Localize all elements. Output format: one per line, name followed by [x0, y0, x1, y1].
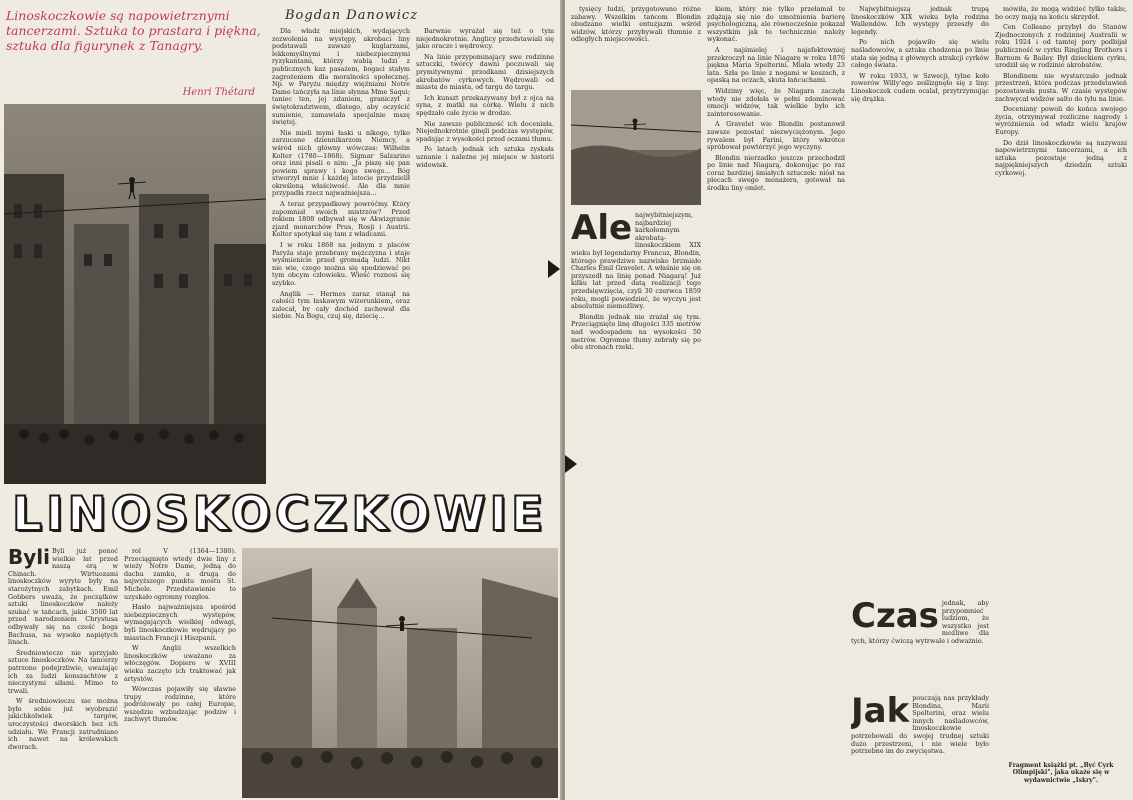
paragraph: Nie zawsze publiczność ich doceniała. Niejednokrotnie ginęli podczas występów, spadając z wysokości przed oczami tłumu.	[416, 119, 554, 143]
dropcap-jak: Jak	[851, 695, 910, 731]
paragraph: A teraz przypadkowy powróćmy. Który zapomniał swoich mistrzów? Przed rokiem 1808 odbywał się w Akwizgranie zjazd monarchów Prus, Rosji i Austrii. Kolter spotykał się tam z władcami.	[272, 200, 410, 239]
text-column-d	[995, 6, 1127, 756]
paragraph: Do dziś linoskoczkowie są nazywani napowietrznymi tancerzami, a ich sztuka pozostaje jedną z najpiękniejszych dziedzin sztuki cyrkowej.	[995, 138, 1127, 177]
paragraph: najwybitniejszym, najbardziej karkołomnym akrobatą-linoskoczkiem XIX wieku był legendarny Francuz, Blondin, którego prawdziwe nazwisko brzmiało Charles Emil Gravelet. A właśnie się on przyszedł na linię ponad Niagarą! Już kilku lat przed datą realizacji tego przedsięwzięcia, czyli 30 czerwca 1859 roku, mogli powiedzieć, że wyczyn jest absolutnie niemożliwy.	[571, 212, 701, 311]
text-column-c-czas	[851, 600, 989, 690]
paragraph: W roku 1933, w Szwecji, tylne koło rowerów Willy'ego ześlizgnęło się z liny. Linoskoczek cudem ocalał, przytrzymując się drążka.	[851, 71, 989, 103]
paragraph: Na linie przypominający swe rodzinne sztuczki, twórcy dawni poczuwali się prymitywnymi przodkami dzisiejszych akrobatów cyrkowych. Wędrowali od miasta do miasta, od targu do targu.	[416, 52, 554, 92]
text-column-bottom-a	[8, 548, 118, 796]
paragraph: kiem, który nie tylko przełamał te zdążają się nie do umożnienia barierę psychologiczną, ale równocześnie pokazał wszystkim jak to technicznie należy wykonać.	[707, 6, 845, 44]
paragraph: Barwnie wyrażał się też o tym niejednokrotnie. Anglicy przedstawiali się jako oracze i wędrowcy.	[416, 28, 554, 51]
continue-arrow-right	[565, 455, 577, 473]
epigraph-quote: Linoskoczkowie są napowietrznymi tancerzami. Sztuka to prastara i piękna, sztuka dla figurynek z Tanagry.	[6, 8, 261, 53]
paragraph: rol V (1364—1380). Przeciągnięto wtedy dwie liny z wieży Notre Dame, jedną do dachu zamku, a drugą do najwyższego punktu mostu St. Michele. Przedstawienie to uzyskało ogromny rozgłos.	[124, 548, 236, 601]
dropcap-by: Byli	[8, 548, 50, 569]
epigraph-box	[6, 8, 261, 100]
paragraph: Cen Colleano przybył do Stanów Zjednoczonych z rodzinnej Australii w roku 1924 i od tamtej pory podbijał publiczność w cyrku Ringling Brothers i Barnum & Bailey. Był dzieckiem cyrku, urodził się w rodzinie akrobatów.	[995, 23, 1127, 70]
paragraph: Średniowiecze nie sprzyjało sztuce linoskoczków. Na tancerzy patrzono podejrzliwie, uważając ich za ludzi konszachtów z nieczystymi siłami. Mimo to trwali.	[8, 648, 118, 695]
paragraph: A Gravelet wie Blondin postanowił zawsze pozostać niezwyciężonym. Jego rywalem był Farini, który wkrótce spróbował powtórzyć jego wyczyny.	[707, 120, 845, 152]
text-column-bottom-b	[124, 548, 236, 796]
paragraph: pouczają nas przykłady Blondina, Marii Spelterini, oraz wielu innych naśladowców, linoskoczkowie potrzebowali do swojej trudnej sztuki dużo przestrzeni, i nie wiele było potrzebne im do zwycięstwa.	[851, 695, 989, 756]
paragraph: Widzimy więc, że Niagara zaczęła wtedy nie zdołała w pełni zdominować emocji widzów, tak wielkie było ich zainteresowanie.	[707, 86, 845, 118]
text-column-c	[851, 6, 989, 606]
dropcap-ale: Ale	[571, 212, 633, 248]
text-column-c-jak	[851, 695, 989, 795]
paragraph: Dla władz miejskich, wydających zezwolenia na występy, akrobaci liny podstawali zawsze kuglarzami, lekkomyślnymi i niebezpiecznymi ryzykantami, którzy wabią ludzi z publicznych kaz pasażem, bogaci stałym zagrożeniem dla moralności społecznej. Np. w Paryżu między więźniami Notre Dame tańczyła na linie słynna Mme Saqui; taniec ten, jej zdaniem, graniczył z świętokradztwem, dlatego, aby oczyścić sumienie, zamawiała specjalnie mszę świętej.	[272, 28, 410, 127]
paragraph: W Anglii wszelkich linoskoczków uważano za włóczęgów. Dopiero w XVIII wieku zaczęto ich traktować jak artystów.	[124, 644, 236, 683]
paragraph: mówiła, że mogą widzieć tylko także, bo oczy mają na końcu skrzydeł.	[995, 6, 1127, 21]
article-author: Bogdan Danowicz	[285, 8, 419, 23]
paragraph: Byli już ponoć wielkie lat przed naszą erą w Chinach. Wirtuozami linoskoczków wyryte były na starożytnych zabytkach. Emil Gobbers uważa, że początków sztuki linoskoczków należy szukać w tańcach, jakie 3500 lat przed narodzeniem Chrystusa odbywały się na cześć boga Bachusa, na wysoko napiętych linach.	[8, 548, 118, 647]
article-headline: LINOSKOCZKOWIE	[12, 486, 548, 542]
text-column-a-bottom	[571, 212, 701, 797]
paragraph: Doceniany powoli do końca swojego życia, otrzymywał rozliczne nagrody i wyróżnienia od władz wielu krajów Europy.	[995, 105, 1127, 136]
text-column-b	[707, 6, 845, 796]
paragraph: Wówczas pojawiły się sławne trupy rodzinne, które podróżowały po całej Europie, wszędzie wzbudzając podziw i zachwyt tłumów.	[124, 685, 236, 724]
photo-street-svg	[242, 548, 558, 798]
paragraph: Najwybitniejszą jednak trupą linoskoczków XIX wieku była rodzina Wallendów. Ich występy przeszły do legendy.	[851, 6, 989, 36]
paragraph: Blondin nierzadko jeszcze przechodził po linie nad Niagarą, dokonując po raz coraz bardziej śmiałych sztuczek: niósł na plecach swego menażera, gotował na środku liny omlet.	[707, 153, 845, 193]
text-column-top-b	[416, 28, 554, 478]
left-page	[0, 0, 562, 800]
footnote: Fragment książki pt. „Być Cyrk Olimpijski", jaka ukaże się w wydawnictwie „Iskry".	[1008, 762, 1114, 784]
paragraph: Nie mieli mymi łaski u nikogo, tylko zarzucane dziennikarzom Niemcy, a wśród nich główny wówczas: Wilhelm Kolter (1780—1868). Sigmar Salzarino oraz inni pisali o nim: „Ja piszę się pan powiem sprawy i kogo swego… Bóg stworzył mnie i każdej istocie przydzielił określoną właściwość. Ale dla mnie przypadła rzecz najważniejsza…	[272, 128, 410, 198]
photo-tightrope-walker-city	[4, 104, 266, 484]
paragraph: jednak, aby przypomnieć ludziom, że wszystko jest możliwe dla tych, którzy ćwiczą wytrwale i odważnie.	[851, 600, 989, 645]
paragraph: W średniowieczu nie można było sobie już wyobrazić jakichkolwiek targów, uroczystości dworskich bez ich udziału. We Francji zatrudniano ich nawet na królewskich dworach.	[8, 697, 118, 751]
photo-city-svg	[4, 104, 266, 484]
text-column-top-a	[272, 28, 410, 478]
photo-niagara-rope-crossing	[571, 90, 701, 205]
paragraph: I w roku 1868 na jednym z placów Paryża staje przebrany mężczyzna i staje wyśmienicie przed gromadą ludzi. Nikt nie wie, czego można się spodziewać po tym obcym człowieku. Wieść roznosi się szybko.	[272, 241, 410, 287]
paragraph: Po latach jednak ich sztuka zyskała uznanie i należne jej miejsce w historii widowisk.	[416, 145, 554, 169]
photo-niagara-svg	[571, 90, 701, 205]
photo-historic-street-rope	[242, 548, 558, 798]
paragraph: Hasło najważniejsza spośród niebezpiecznych występów, wymagających wielkiej odwagi, byli linoskoczkowie wędrujący po miastach Francji i Hiszpanii.	[124, 603, 236, 642]
paragraph: Anglik — Hermes zaraz stanął na całości tym łaskawym wizerunkiem, oraz zalecał, by cały dochód zachował dla siebie. Na Bogu, czuj się, dziecię…	[272, 289, 410, 321]
epigraph-author: Henri Thétard	[182, 87, 255, 98]
right-page	[565, 0, 1133, 800]
paragraph: Blondin jednak nie zrażał się tym. Przeciągnięto linę długości 335 metrów nad wodospadem na wysokości 50 metrów. Ogromne tłumy zebrały się po obu stronach rzeki.	[571, 312, 701, 352]
continue-arrow-right	[548, 260, 560, 278]
dropcap-czas: Czas	[851, 600, 939, 636]
paragraph: Po nich pojawiło się wielu naśladowców, a sztuka chodzenia po linie stała się jedną z głównych atrakcji cyrków całego świata.	[851, 38, 989, 70]
paragraph: tysięcy ludzi, przygotowano różne zabawy. Wszelkim tańcom Blondin obudzano wielki entuzjazm wśród widzów, którzy przybywali tłumnie z odległych miejscowości.	[571, 6, 701, 44]
paragraph: A najśmielej i najefektowniej przekroczył na linie Niagarę w roku 1876 piękna Maria Spelterini. Miała wtedy 23 lata. Szła po linie z nogami w koszach, z opaską na oczach, skuta łańcuchami.	[707, 45, 845, 85]
paragraph: Blondinem nie wystarczało jednak przestrzeń, która podczas przedstawień pozostawała pusta. W czasie występów zachwycał widzów salto do tyłu na linie.	[995, 71, 1127, 103]
paragraph: Ich kunszt przekazywany był z ojca na syna, z matki na córkę. Wielu z nich spędzało całe życie w drodze.	[416, 93, 554, 117]
headline-banner	[0, 485, 562, 543]
